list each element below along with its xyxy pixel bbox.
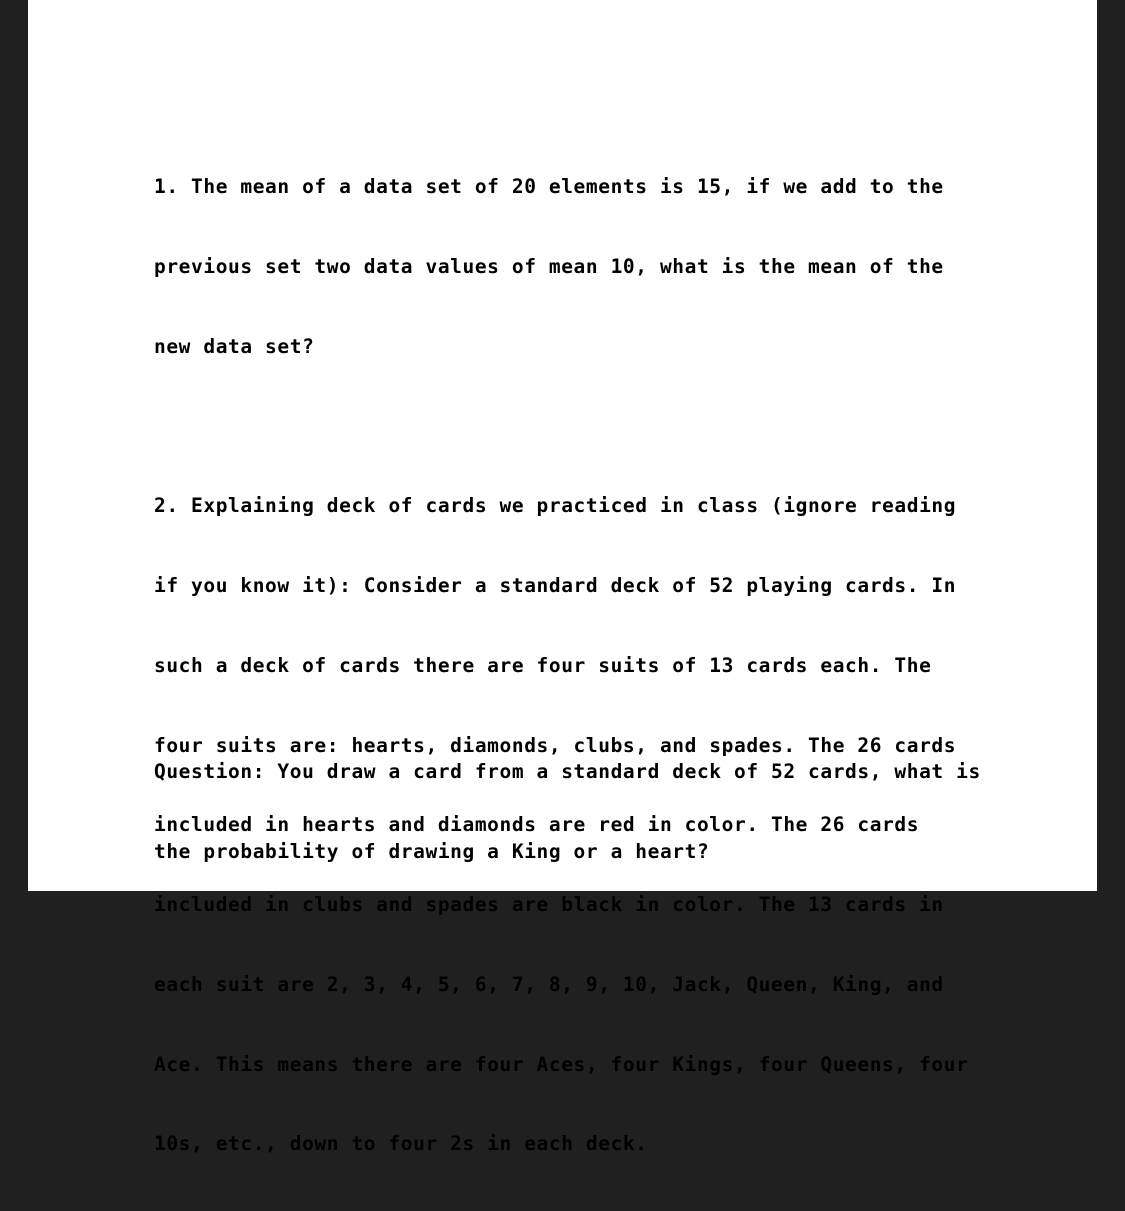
question-2-question-line: Question: You draw a card from a standard deck of 52 cards, what is — [154, 760, 981, 784]
question-2-intro-line: included in clubs and spades are black in color. The 13 cards in — [154, 893, 944, 917]
question-2-intro-line: 10s, etc., down to four 2s in each deck. — [154, 1132, 648, 1156]
question-2-intro-line: if you know it): Consider a standard deck of 52 playing cards. In — [154, 573, 957, 597]
question-2-intro-line: included in hearts and diamonds are red in color. The 26 cards — [154, 813, 920, 837]
question-2-intro-line: Ace. This means there are four Aces, four Kings, four Queens, four — [154, 1052, 969, 1076]
question-2-question — [154, 706, 981, 919]
question-2-intro-line: four suits are: hearts, diamonds, clubs, and spades. The 26 cards — [154, 733, 957, 757]
document-page — [28, 0, 1097, 1156]
question-1-line: 1. The mean of a data set of 20 elements is 15, if we add to the — [154, 175, 944, 199]
question-1-line: new data set? — [154, 334, 315, 358]
question-2-intro-line: 2. Explaining deck of cards we practiced in class (ignore reading — [154, 494, 957, 518]
question-1 — [154, 121, 944, 414]
question-2-intro-line: such a deck of cards there are four suits of 13 cards each. The — [154, 653, 932, 677]
question-2-question-line: the probability of drawing a King or a heart? — [154, 839, 710, 863]
question-2-intro-line: each suit are 2, 3, 4, 5, 6, 7, 8, 9, 10, Jack, Queen, King, and — [154, 972, 944, 996]
question-1-line: previous set two data values of mean 10, what is the mean of the — [154, 254, 944, 278]
